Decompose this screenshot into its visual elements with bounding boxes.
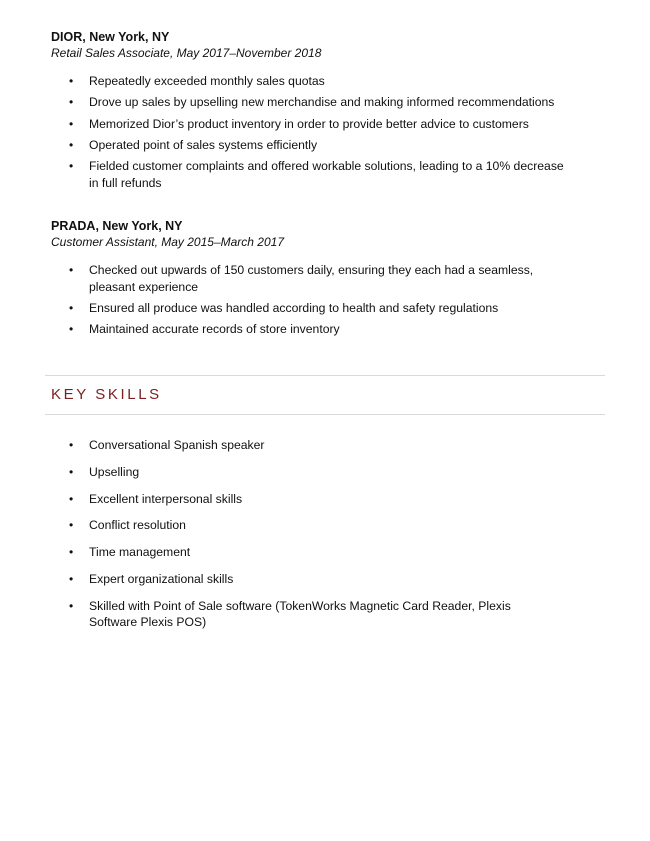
skill-text: Conflict resolution bbox=[89, 518, 186, 533]
skills-list bbox=[51, 437, 551, 631]
responsibility-list bbox=[51, 73, 571, 191]
bullet-icon: • bbox=[69, 95, 74, 110]
list-item-text: Operated point of sales systems efficiently bbox=[89, 137, 318, 152]
list-item bbox=[51, 116, 571, 133]
list-item bbox=[51, 158, 571, 191]
skill-item bbox=[51, 437, 551, 454]
skills-list-container bbox=[51, 437, 551, 641]
bullet-icon: • bbox=[69, 322, 74, 337]
section-divider-bottom bbox=[45, 414, 605, 415]
skill-text: Upselling bbox=[89, 464, 140, 479]
skill-text: Conversational Spanish speaker bbox=[89, 438, 265, 452]
list-item bbox=[51, 137, 571, 154]
list-item-text: Memorized Dior’s product inventory in order to provide better advice to customers bbox=[89, 116, 529, 131]
responsibility-list bbox=[51, 262, 571, 338]
role-and-dates: Retail Sales Associate, May 2017–November 2018 bbox=[51, 46, 322, 60]
bullet-icon: • bbox=[69, 438, 74, 452]
bullet-icon: • bbox=[69, 159, 74, 174]
role-and-dates: Customer Assistant, May 2015–March 2017 bbox=[51, 235, 284, 249]
bullet-icon: • bbox=[69, 137, 74, 152]
skill-item bbox=[51, 464, 551, 481]
skill-item bbox=[51, 571, 551, 588]
bullet-icon: • bbox=[69, 545, 74, 560]
bullet-icon: • bbox=[69, 263, 74, 277]
skill-text: Excellent interpersonal skills bbox=[89, 491, 243, 506]
list-item bbox=[51, 73, 571, 90]
list-item bbox=[51, 300, 571, 317]
bullet-icon: • bbox=[69, 491, 74, 506]
bullet-icon: • bbox=[69, 300, 74, 315]
skill-item bbox=[51, 491, 551, 508]
skill-item bbox=[51, 517, 551, 534]
skill-item bbox=[51, 544, 551, 561]
list-item bbox=[51, 262, 571, 295]
section-title-key-skills: KEY SKILLS bbox=[51, 386, 162, 403]
list-item-text: Ensured all produce was handled according to health and safety regulations bbox=[89, 300, 499, 315]
list-item-text: Repeatedly exceeded monthly sales quotas bbox=[89, 74, 325, 88]
bullet-icon: • bbox=[69, 464, 74, 479]
skill-text: Time management bbox=[89, 545, 191, 560]
list-item bbox=[51, 321, 571, 338]
bullet-icon: • bbox=[69, 571, 74, 586]
skill-text: Skilled with Point of Sale software (TokenWorks Magnetic Card Reader, Plexis Software Plexis POS) bbox=[89, 598, 511, 630]
bullet-icon: • bbox=[69, 116, 74, 131]
bullet-icon: • bbox=[69, 598, 74, 613]
list-item-text: Checked out upwards of 150 customers daily, ensuring they each had a seamless, pleasant experience bbox=[89, 263, 534, 294]
bullet-icon: • bbox=[69, 518, 74, 533]
list-item-text: Fielded customer complaints and offered workable solutions, leading to a 10% decrease in full refunds bbox=[89, 159, 564, 190]
employer-heading: DIOR, New York, NY bbox=[51, 30, 170, 44]
section-divider-top bbox=[45, 375, 605, 376]
experience-entry-dior bbox=[51, 30, 571, 196]
list-item-text: Maintained accurate records of store inventory bbox=[89, 322, 340, 337]
list-item bbox=[51, 94, 571, 111]
skill-item bbox=[51, 598, 551, 631]
employer-heading: PRADA, New York, NY bbox=[51, 219, 183, 233]
experience-entry-prada bbox=[51, 219, 571, 342]
bullet-icon: • bbox=[69, 74, 74, 88]
skill-text: Expert organizational skills bbox=[89, 571, 234, 586]
list-item-text: Drove up sales by upselling new merchandise and making informed recommendations bbox=[89, 95, 555, 110]
